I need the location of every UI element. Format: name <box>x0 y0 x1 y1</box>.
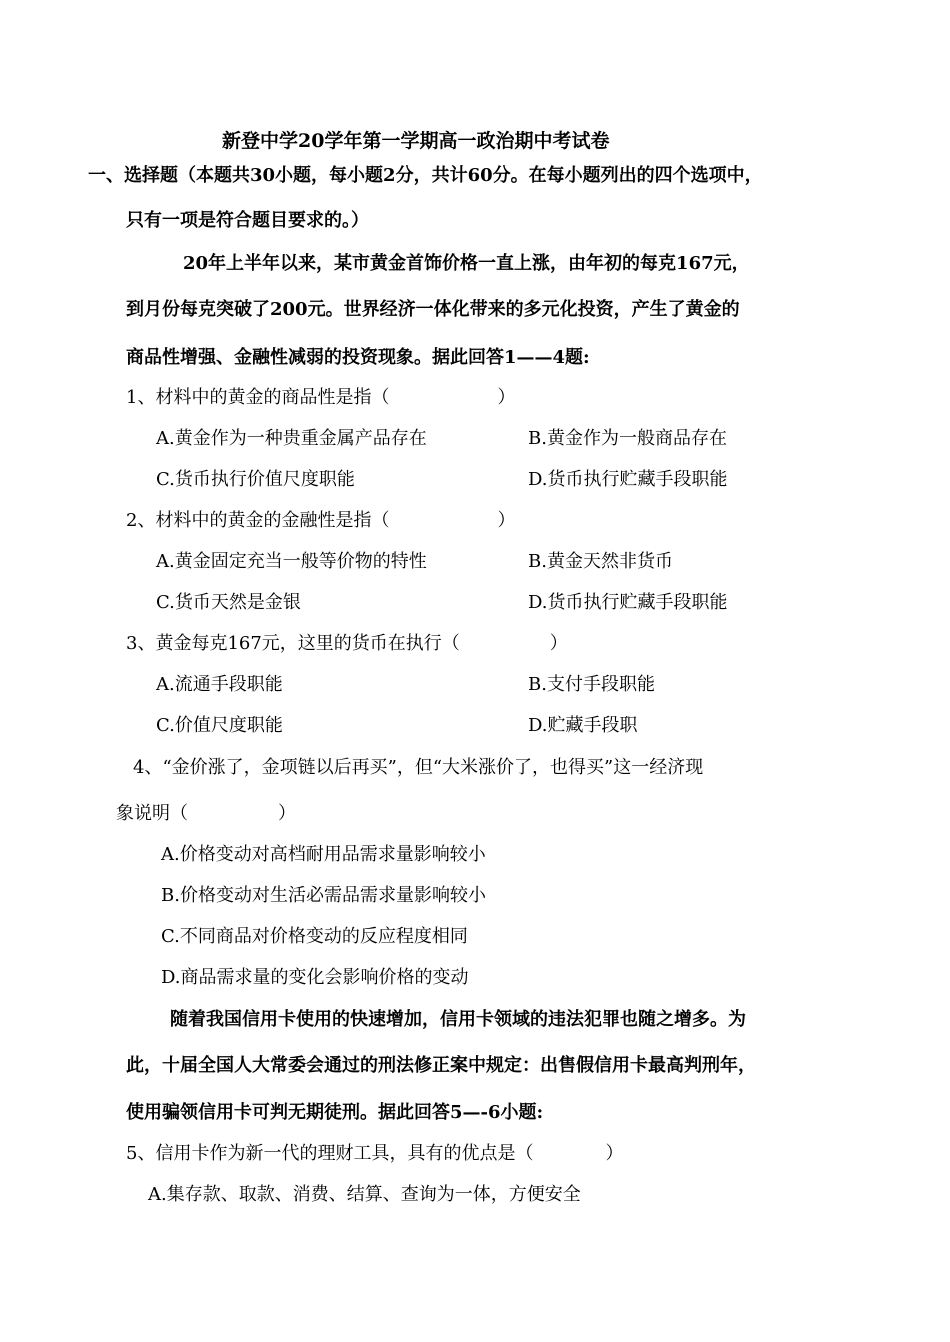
question-1-option-a: A.黄金作为一种贵重金属产品存在 <box>156 428 427 449</box>
question-3-option-c: C.价值尺度职能 <box>156 715 283 736</box>
question-3-option-d: D.贮藏手段职 <box>528 715 638 736</box>
question-5-stem: 5、信用卡作为新一代的理财工具，具有的优点是（ ） <box>126 1143 624 1164</box>
question-5-option-a: A.集存款、取款、消费、结算、查询为一体，方便安全 <box>148 1184 581 1205</box>
section-heading-line-2: 只有一项是符合题目要求的。） <box>126 210 369 231</box>
question-2-stem: 2、材料中的黄金的金融性是指（ ） <box>126 510 516 531</box>
material-1-line-2: 到月份每克突破了200元。世界经济一体化带来的多元化投资，产生了黄金的 <box>126 299 740 320</box>
question-4-option-d: D.商品需求量的变化会影响价格的变动 <box>161 967 469 988</box>
question-4-option-a: A.价格变动对高档耐用品需求量影响较小 <box>161 844 486 865</box>
section-heading-line-1: 一、选择题（本题共30小题，每小题2分，共计60分。在每小题列出的四个选项中， <box>88 165 763 186</box>
exam-title: 新登中学20学年第一学期高一政治期中考试卷 <box>222 130 610 152</box>
question-2-option-a: A.黄金固定充当一般等价物的特性 <box>156 551 427 572</box>
material-2-line-3: 使用骗领信用卡可判无期徒刑。据此回答5—-6小题: <box>126 1102 544 1123</box>
question-4-stem-line-1: 4、“金价涨了，金项链以后再买”，但“大米涨价了，也得买”这一经济现 <box>133 757 704 778</box>
question-1-stem: 1、材料中的黄金的商品性是指（ ） <box>126 387 516 408</box>
material-2-line-1: 随着我国信用卡使用的快速增加，信用卡领域的违法犯罪也随之增多。为 <box>170 1009 746 1030</box>
question-3-option-b: B.支付手段职能 <box>528 674 655 695</box>
question-1-option-c: C.货币执行价值尺度职能 <box>156 469 355 490</box>
question-3-option-a: A.流通手段职能 <box>156 674 283 695</box>
material-1-line-1: 20年上半年以来，某市黄金首饰价格一直上涨，由年初的每克167元， <box>183 253 750 274</box>
question-4-option-b: B.价格变动对生活必需品需求量影响较小 <box>161 885 486 906</box>
question-2-option-d: D.货币执行贮藏手段职能 <box>528 592 728 613</box>
question-3-stem: 3、黄金每克167元，这里的货币在执行（ ） <box>126 633 568 654</box>
question-1-option-b: B.黄金作为一般商品存在 <box>528 428 727 449</box>
question-1-option-d: D.货币执行贮藏手段职能 <box>528 469 728 490</box>
question-2-option-b: B.黄金天然非货币 <box>528 551 673 572</box>
material-2-line-2: 此，十届全国人大常委会通过的刑法修正案中规定：出售假信用卡最高判刑年， <box>126 1055 756 1076</box>
material-1-line-3: 商品性增强、金融性减弱的投资现象。据此回答1——4题: <box>126 347 590 368</box>
question-2-option-c: C.货币天然是金银 <box>156 592 301 613</box>
question-4-option-c: C.不同商品对价格变动的反应程度相同 <box>161 926 468 947</box>
question-4-stem-line-2: 象说明（ ） <box>116 803 296 824</box>
